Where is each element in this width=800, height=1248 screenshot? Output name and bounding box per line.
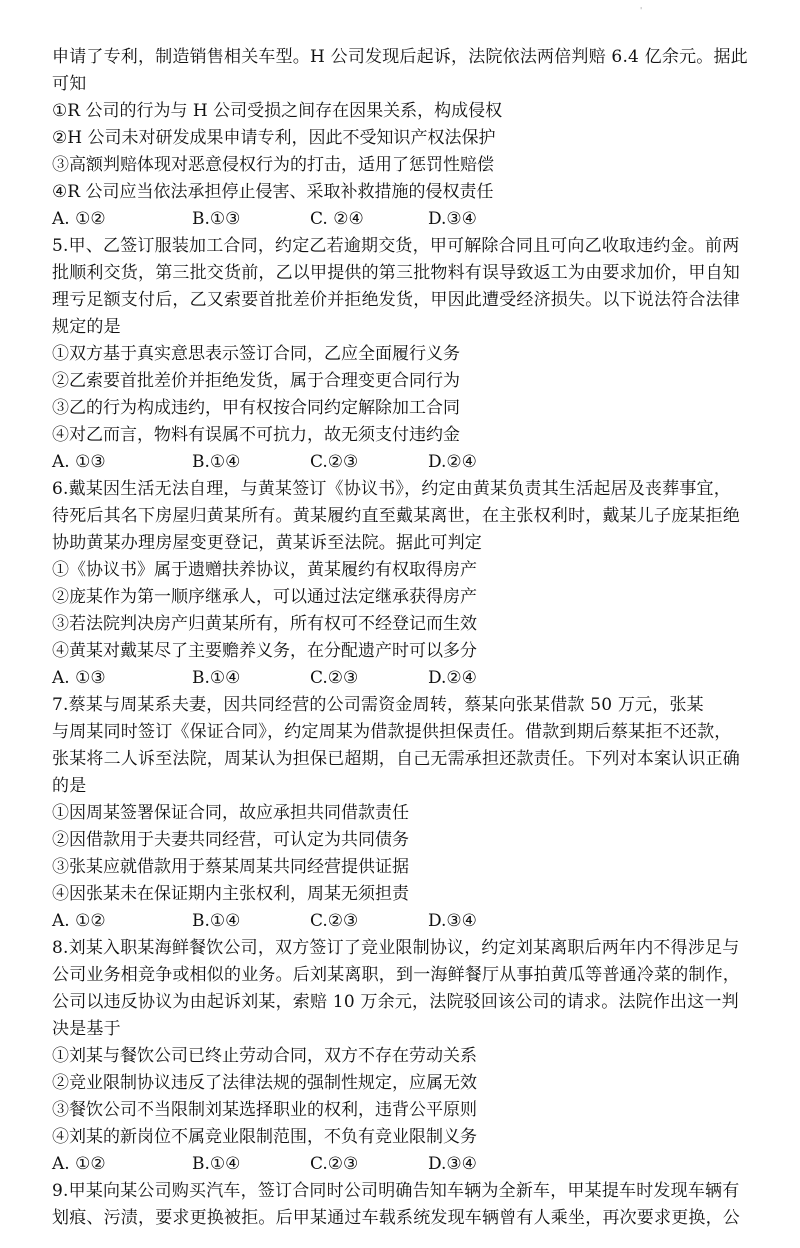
- question-8-answer-choices: [52, 1151, 760, 1178]
- question-6-option-4: ④黄某对戴某尽了主要赡养义务，在分配遗产时可以多分: [52, 641, 477, 661]
- question-6-option-2: ②庞某作为第一顺序继承人，可以通过法定继承获得房产: [52, 587, 477, 607]
- question-8-option-3: ③餐饮公司不当限制刘某选择职业的权利，违背公平原则: [52, 1100, 477, 1120]
- question-6: [52, 476, 760, 692]
- question-4-stem-line: 可知: [52, 74, 87, 94]
- question-4-option-2: ②H 公司未对研发成果申请专利，因此不受知识产权法保护: [52, 128, 496, 148]
- question-7-option-3: ③张某应就借款用于蔡某周某共同经营提供证据: [52, 857, 409, 877]
- answer-choice-a: A. ①②: [52, 911, 106, 931]
- question-6-option-1: ①《协议书》属于遗赠扶养协议，黄某履约有权取得房产: [52, 560, 477, 580]
- answer-choice-a: A. ①③: [52, 452, 106, 472]
- answer-choice-c: C.②③: [310, 452, 359, 472]
- answer-choice-d: D.③④: [428, 1154, 477, 1174]
- question-7-option-4: ④因张某未在保证期内主张权利，周某无须担责: [52, 884, 409, 904]
- question-8-option-4: ④刘某的新岗位不属竞业限制范围，不负有竞业限制义务: [52, 1127, 477, 1147]
- question-6-answer-choices: [52, 665, 760, 692]
- question-7: [52, 692, 760, 935]
- question-7-stem-line: 的是: [52, 776, 87, 796]
- question-4-option-1: ①R 公司的行为与 H 公司受损之间存在因果关系，构成侵权: [52, 101, 503, 121]
- question-8: [52, 935, 760, 1178]
- question-7-stem-line: 张某将二人诉至法院，周某认为担保已超期，自己无需承担还款责任。下列对本案认识正确: [52, 749, 740, 769]
- question-7-answer-choices: [52, 908, 760, 935]
- question-5-stem-line: 规定的是: [52, 317, 121, 337]
- question-6-option-3: ③若法院判决房产归黄某所有，所有权可不经登记而生效: [52, 614, 477, 634]
- question-8-stem-line: 公司以违反协议为由起诉刘某，索赔 10 万余元，法院驳回该公司的请求。法院作出这一判: [52, 992, 739, 1012]
- answer-choice-d: D.②④: [428, 452, 477, 472]
- question-7-stem-line: 7.蔡某与周某系夫妻，因共同经营的公司需资金周转，蔡某向张某借款 50 万元，张某: [52, 695, 704, 715]
- question-8-stem-line: 公司业务相竞争或相似的业务。后刘某离职，到一海鲜餐厅从事拍黄瓜等普通冷菜的制作，: [52, 965, 740, 985]
- question-4-option-3: ③高额判赔体现对恶意侵权行为的打击，适用了惩罚性赔偿: [52, 155, 494, 175]
- answer-choice-b: B.①③: [192, 209, 241, 229]
- question-8-stem-line: 8.刘某入职某海鲜餐饮公司，双方签订了竞业限制协议，约定刘某离职后两年内不得涉足与: [52, 938, 740, 958]
- question-5-stem-line: 批顺利交货，第三批交货前，乙以甲提供的第三批物料有误导致返工为由要求加价，甲自知: [52, 263, 740, 283]
- question-5: [52, 233, 760, 476]
- answer-choice-c: C.②③: [310, 1154, 359, 1174]
- question-5-option-4: ④对乙而言，物料有误属不可抗力，故无须支付违约金: [52, 425, 460, 445]
- question-7-option-2: ②因借款用于夫妻共同经营，可认定为共同债务: [52, 830, 409, 850]
- answer-choice-c: C. ②④: [310, 209, 364, 229]
- question-5-stem-line: 理亏足额支付后，乙又索要首批差价并拒绝发货，甲因此遭受经济损失。以下说法符合法律: [52, 290, 740, 310]
- page-mark: ': [640, 6, 643, 15]
- question-9-stem-line: 划痕、污渍，要求更换被拒。后甲某通过车载系统发现车辆曾有人乘坐，再次要求更换，公: [52, 1208, 740, 1228]
- answer-choice-b: B.①④: [192, 668, 241, 688]
- answer-choice-d: D.②④: [428, 668, 477, 688]
- answer-choice-a: A. ①②: [52, 209, 106, 229]
- question-6-stem-line: 6.戴某因生活无法自理，与黄某签订《协议书》，约定由黄某负责其生活起居及丧葬事宜，: [52, 479, 731, 499]
- question-4: [52, 44, 760, 233]
- question-5-option-3: ③乙的行为构成违约，甲有权按合同约定解除加工合同: [52, 398, 460, 418]
- answer-choice-a: A. ①②: [52, 1154, 106, 1174]
- question-5-stem-line: 5.甲、乙签订服装加工合同，约定乙若逾期交货，甲可解除合同且可向乙收取违约金。前两: [52, 236, 740, 256]
- answer-choice-a: A. ①③: [52, 668, 106, 688]
- question-5-option-2: ②乙索要首批差价并拒绝发货，属于合理变更合同行为: [52, 371, 460, 391]
- question-5-option-1: ①双方基于真实意思表示签订合同，乙应全面履行义务: [52, 344, 460, 364]
- question-4-stem-line: 申请了专利，制造销售相关车型。H 公司发现后起诉，法院依法两倍判赔 6.4 亿余元。据此: [52, 47, 748, 67]
- question-4-option-4: ④R 公司应当依法承担停止侵害、采取补救措施的侵权责任: [52, 182, 494, 202]
- answer-choice-d: D.③④: [428, 209, 477, 229]
- question-9-stem-line: 9.甲某向某公司购买汽车，签订合同时公司明确告知车辆为全新车，甲某提车时发现车辆有: [52, 1181, 740, 1201]
- question-7-option-1: ①因周某签署保证合同，故应承担共同借款责任: [52, 803, 409, 823]
- question-6-stem-line: 待死后其名下房屋归黄某所有。黄某履约直至戴某离世，在主张权利时，戴某儿子庞某拒绝: [52, 506, 740, 526]
- answer-choice-b: B.①④: [192, 452, 241, 472]
- question-8-option-2: ②竞业限制协议违反了法律法规的强制性规定，应属无效: [52, 1073, 477, 1093]
- question-7-stem-line: 与周某同时签订《保证合同》，约定周某为借款提供担保责任。借款到期后蔡某拒不还款，: [52, 722, 732, 742]
- answer-choice-b: B.①④: [192, 1154, 241, 1174]
- question-8-option-1: ①刘某与餐饮公司已终止劳动合同，双方不存在劳动关系: [52, 1046, 477, 1066]
- question-8-stem-line: 决是基于: [52, 1019, 121, 1039]
- question-5-answer-choices: [52, 449, 760, 476]
- question-6-stem-line: 协助黄某办理房屋变更登记，黄某诉至法院。据此可判定: [52, 533, 482, 553]
- answer-choice-b: B.①④: [192, 911, 241, 931]
- question-4-answer-choices: [52, 206, 760, 233]
- answer-choice-c: C.②③: [310, 668, 359, 688]
- question-9: [52, 1178, 760, 1232]
- answer-choice-c: C.②③: [310, 911, 359, 931]
- answer-choice-d: D.③④: [428, 911, 477, 931]
